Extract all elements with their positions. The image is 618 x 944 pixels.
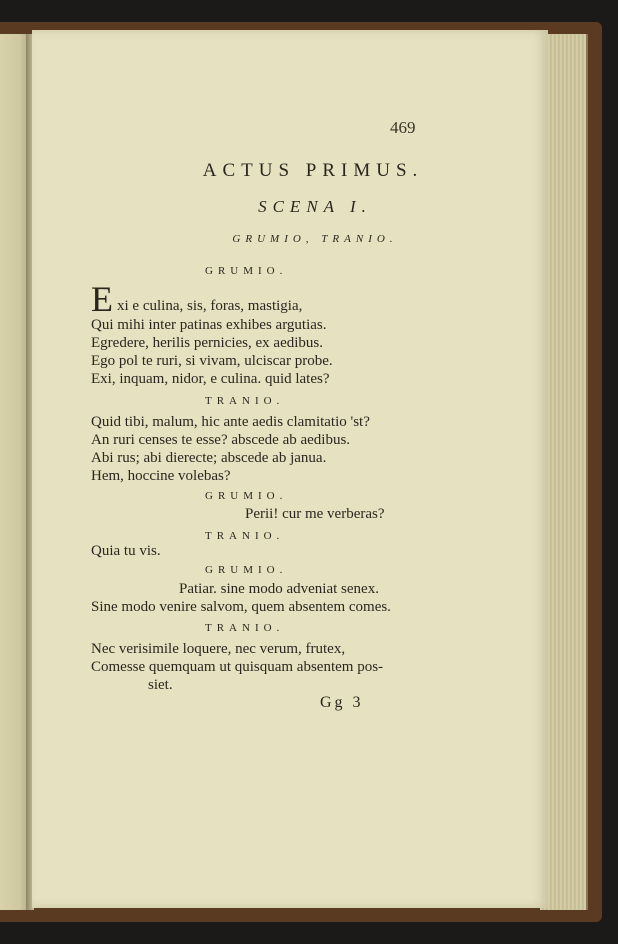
verse-line: An ruri censes te esse? abscede ab aedibus. [91, 432, 351, 448]
verse-line: Perii! cur me verberas? [245, 506, 385, 522]
verse-line: siet. [148, 677, 173, 693]
speaker-tranio: TRANIO. [205, 395, 285, 407]
act-title: ACTUS PRIMUS. [202, 160, 424, 181]
verse-line: Egredere, herilis pernicies, ex aedibus. [91, 335, 323, 351]
verse-line: Abi rus; abi dierecte; abscede ab janua. [91, 450, 327, 466]
verse-line: Ego pol te ruri, si vivam, ulciscar probe. [91, 353, 333, 369]
verse-line: Sine modo venire salvom, quem absentem comes. [91, 599, 391, 615]
speaker-tranio: TRANIO. [205, 530, 285, 542]
character-list: GRUMIO, TRANIO. [232, 233, 398, 245]
speaker-grumio: GRUMIO. [205, 265, 288, 277]
scene-title: SCENA I. [258, 197, 372, 216]
speaker-grumio: GRUMIO. [205, 490, 288, 502]
verse-line: Patiar. sine modo adveniat senex. [179, 581, 379, 597]
verse-line: Quid tibi, malum, hic ante aedis clamitatio 'st? [91, 414, 370, 430]
verse-line: Quia tu vis. [91, 543, 161, 559]
verse-line: Comesse quemquam ut quisquam absentem pos- [91, 659, 384, 675]
speaker-grumio: GRUMIO. [205, 564, 288, 576]
verse-line: xi e culina, sis, foras, mastigia, [117, 298, 303, 314]
catchword-signature: Gg 3 [320, 694, 364, 711]
verse-line: Nec verisimile loquere, nec verum, frutex, [91, 641, 346, 657]
drop-cap: E [91, 279, 113, 319]
verse-line: Exi, inquam, nidor, e culina. quid lates? [91, 371, 330, 387]
page-number: 469 [390, 118, 416, 137]
verse-line: Qui mihi inter patinas exhibes argutias. [91, 317, 327, 333]
verse-line: Hem, hoccine volebas? [91, 468, 231, 484]
speaker-tranio: TRANIO. [205, 622, 285, 634]
